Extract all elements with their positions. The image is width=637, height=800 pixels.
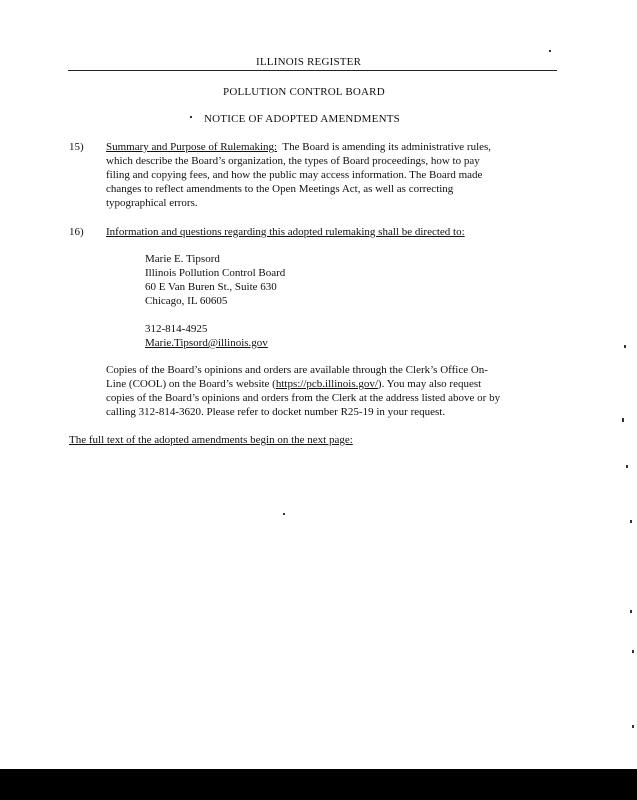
agency-title: POLLUTION CONTROL BOARD: [223, 86, 385, 98]
full-text-note: The full text of the adopted amendments begin on the next page:: [69, 434, 353, 446]
item-15-heading: Summary and Purpose of Rulemaking:: [106, 141, 278, 153]
scan-speck: [624, 345, 626, 348]
scan-speck: [632, 650, 634, 653]
item-15-line-1: [106, 140, 491, 155]
scan-speck: [283, 513, 285, 515]
scan-speck: [622, 418, 624, 422]
item-15-number: 15): [69, 141, 84, 153]
contact-street: 60 E Van Buren St., Suite 630: [145, 281, 277, 293]
notice-title: NOTICE OF ADOPTED AMENDMENTS: [204, 113, 400, 125]
scan-bottom-edge: [0, 769, 637, 800]
copies-line-1: Copies of the Board’s opinions and orders are available through the Clerk’s Office On-: [106, 364, 488, 376]
item-16-heading: Information and questions regarding this adopted rulemaking shall be directed to:: [106, 226, 465, 238]
contact-phone: 312-814-4925: [145, 323, 208, 335]
contact-org: Illinois Pollution Control Board: [145, 267, 286, 279]
copies-line-2: [106, 377, 481, 392]
contact-email-link[interactable]: Marie.Tipsord@illinois.gov: [145, 337, 268, 349]
item-15-line-4: changes to reflect amendments to the Open Meetings Act, as well as correcting: [106, 183, 454, 195]
item-15-line-2: which describe the Board’s organization, the types of Board proceedings, how to pay: [106, 155, 480, 167]
scan-speck: [630, 520, 632, 523]
pcb-website-link[interactable]: https://pcb.illinois.gov/: [275, 378, 378, 390]
contact-name: Marie E. Tipsord: [145, 253, 220, 265]
item-15-line-5: typographical errors.: [106, 197, 198, 209]
scan-speck: [549, 50, 551, 52]
copies-line-2-start: Line (COOL) on the Board’s website (: [106, 378, 276, 390]
item-15-text-1: The Board is amending its administrative rules,: [282, 141, 492, 153]
item-15-line-3: filing and copying fees, and how the public may access information. The Board made: [106, 169, 483, 181]
register-title: ILLINOIS REGISTER: [256, 56, 362, 68]
scan-speck: [626, 465, 628, 468]
item-16-number: 16): [69, 226, 84, 238]
scan-speck: [630, 610, 632, 613]
copies-line-2-end: ). You may also request: [377, 378, 482, 390]
copies-line-4: calling 312-814-3620. Please refer to docket number R25-19 in your request.: [106, 406, 446, 418]
scan-speck: [190, 116, 192, 118]
header-rule: [68, 70, 557, 71]
contact-city: Chicago, IL 60605: [145, 295, 228, 307]
scan-speck: [632, 725, 634, 728]
copies-line-3: copies of the Board’s opinions and orders from the Clerk at the address listed above or by: [106, 392, 501, 404]
